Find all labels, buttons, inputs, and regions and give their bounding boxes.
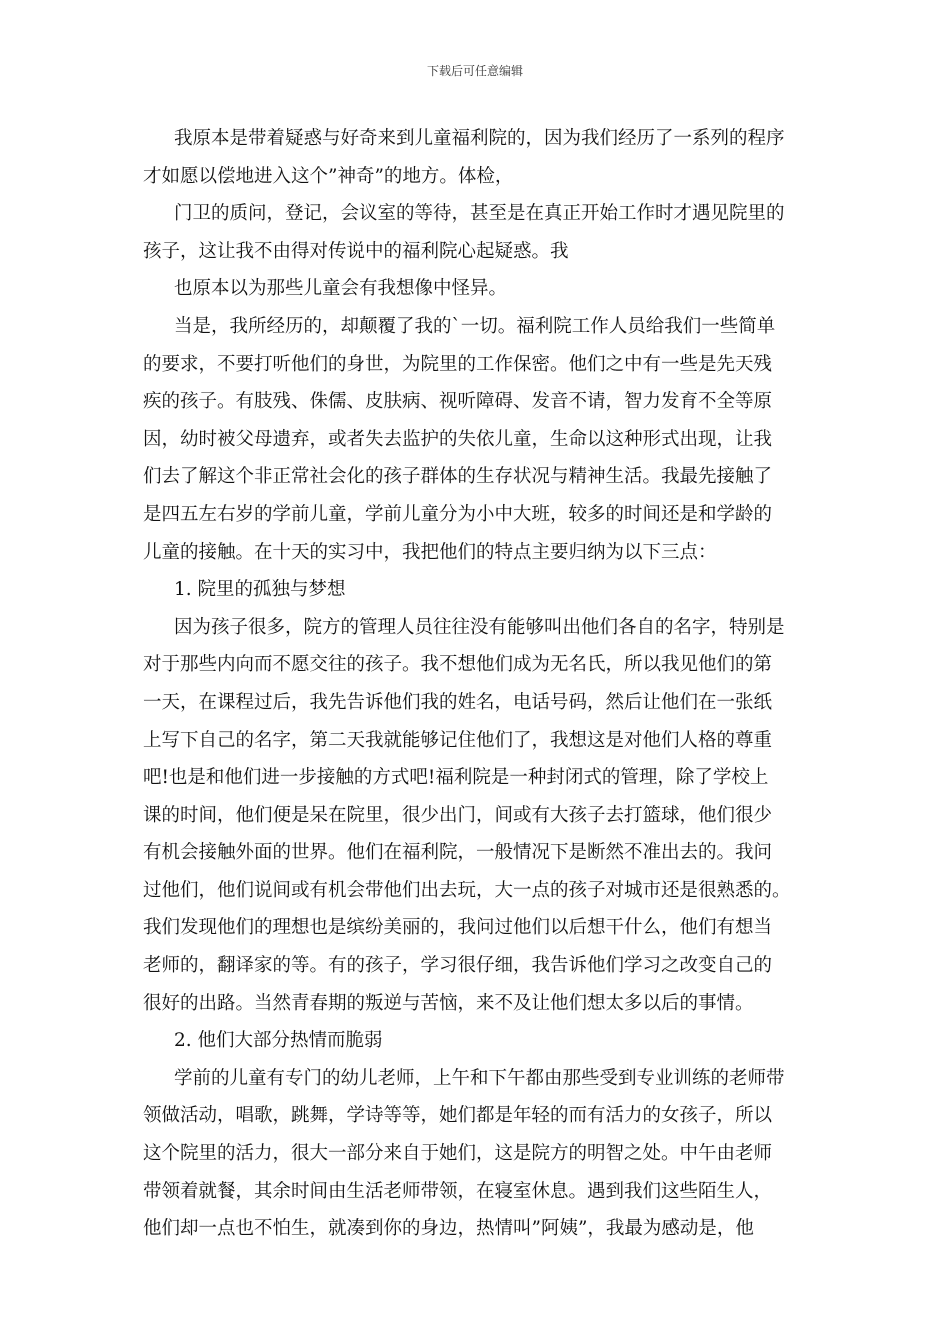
text-line: 因为孩子很多，院方的管理人员往往没有能够叫出他们各自的名字，特别是: [174, 616, 785, 638]
text-line: 吧!也是和他们进一步接触的方式吧!福利院是一种封闭式的管理，除了学校上: [143, 767, 769, 789]
text-line: 才如愿以偿地进入这个”神奇”的地方。体检，: [143, 165, 514, 187]
text-line: 这个院里的活力，很大一部分来自于她们，这是院方的明智之处。中午由老师: [143, 1143, 773, 1165]
text-line: 儿童的接触。在十天的实习中，我把他们的特点主要归纳为以下三点：: [143, 541, 717, 563]
text-line: 学前的儿童有专门的幼儿老师，上午和下午都由那些受到专业训练的老师带: [174, 1067, 785, 1089]
text-line: 有机会接触外面的世界。他们在福利院，一般情况下是断然不准出去的。我问: [143, 842, 773, 864]
text-line: 是四五左右岁的学前儿童，学前儿童分为小中大班，较多的时间还是和学龄的: [143, 503, 773, 525]
text-line: 疾的孩子。有肢残、侏儒、皮肤病、视听障碍、发音不请，智力发育不全等原: [143, 391, 773, 413]
text-line: 课的时间，他们便是呆在院里，很少出门，间或有大孩子去打篮球，他们很少: [143, 804, 773, 826]
text-line: 过他们，他们说间或有机会带他们出去玩，大一点的孩子对城市还是很熟悉的。: [143, 879, 791, 901]
text-line: 1. 院里的孤独与梦想: [174, 579, 346, 601]
text-line: 的要求，不要打听他们的身世，为院里的工作保密。他们之中有一些是先天残: [143, 353, 773, 375]
text-line: 对于那些内向而不愿交往的孩子。我不想他们成为无名氏，所以我见他们的第: [143, 654, 773, 676]
text-line: 2. 他们大部分热情而脆弱: [174, 1030, 383, 1052]
text-line: 很好的出路。当然青春期的叛逆与苦恼，来不及让他们想太多以后的事情。: [143, 992, 754, 1014]
text-line: 也原本以为那些儿童会有我想像中怪异。: [174, 278, 508, 300]
document-body: [143, 120, 810, 1248]
text-line: 一天，在课程过后，我先告诉他们我的姓名，电话号码，然后让他们在一张纸: [143, 691, 773, 713]
text-line: 上写下自己的名字，第二天我就能够记住他们了，我想这是对他们人格的尊重: [143, 729, 773, 751]
text-line: 门卫的质问，登记，会议室的等待，甚至是在真正开始工作时才遇见院里的: [174, 203, 785, 225]
text-line: 我们发现他们的理想也是缤纷美丽的，我问过他们以后想干什么，他们有想当: [143, 917, 773, 939]
text-line: 当是，我所经历的，却颠覆了我的`一切。福利院工作人员给我们一些简单: [174, 315, 776, 337]
text-line: 们去了解这个非正常社会化的孩子群体的生存状况与精神生活。我最先接触了: [143, 466, 773, 488]
text-line: 带领着就餐，其余时间由生活老师带领，在寝室休息。遇到我们这些陌生人，: [143, 1180, 773, 1202]
text-line: 孩子，这让我不由得对传说中的福利院心起疑惑。我: [143, 240, 569, 262]
page-header: 下载后可任意编辑: [426, 64, 523, 78]
text-line: 我原本是带着疑惑与好奇来到儿童福利院的，因为我们经历了一系列的程序: [174, 128, 785, 149]
text-line: 因，幼时被父母遗弃，或者失去监护的失依儿童，生命以这种形式出现，让我: [143, 428, 773, 450]
text-line: 他们却一点也不怕生，就凑到你的身边，热情叫”阿姨”，我最为感动是，他: [143, 1218, 754, 1240]
text-line: 领做活动，唱歌，跳舞，学诗等等，她们都是年轻的而有活力的女孩子，所以: [143, 1105, 773, 1127]
text-line: 老师的，翻译家的等。有的孩子，学习很仔细，我告诉他们学习之改变自己的: [143, 955, 773, 977]
